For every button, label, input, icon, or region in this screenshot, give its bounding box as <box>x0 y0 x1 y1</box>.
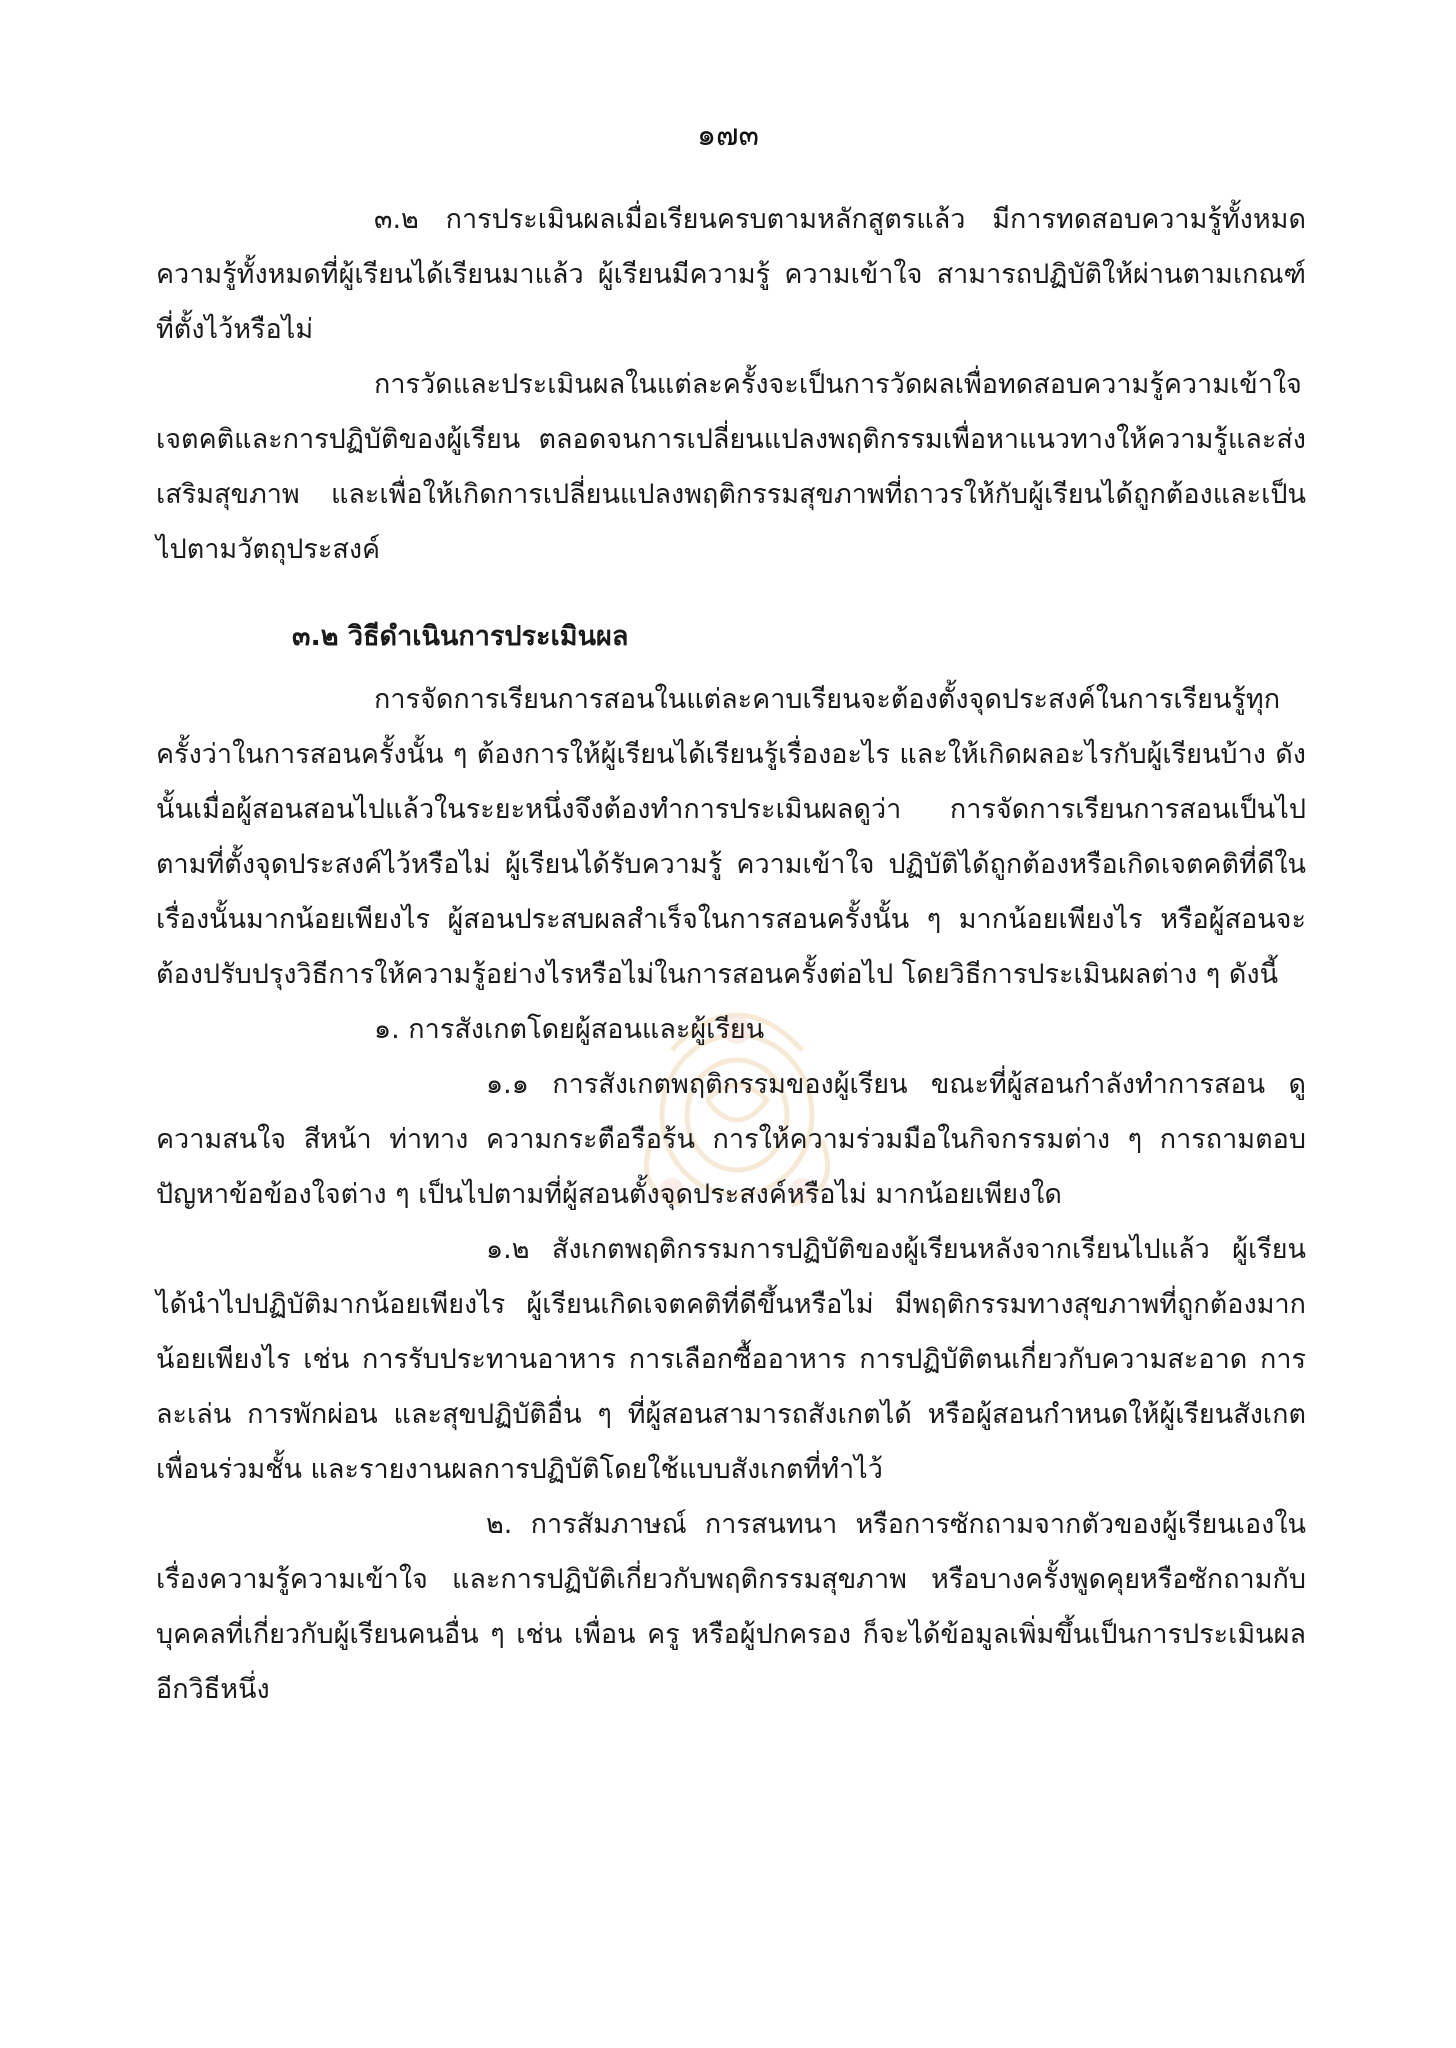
list-item-interview: ๒. การสัมภาษณ์ การสนทนา หรือการซักถามจากตัวของผู้เรียนเองในเรื่องความรู้ความเข้าใจ และการปฏิบัติเกี่ยวกับพฤติกรรมสุขภาพ หรือบางครั้งพูดคุยหรือซักถามกับบุคคลที่เกี่ยวกับผู้เรียนคนอื่น ๆ เช่น เพื่อน ครู หรือผู้ปกครอง ก็จะได้ข้อมูลเพิ่มขึ้นเป็นการประเมินผลอีกวิธีหนึ่ง <box>156 1509 1306 1705</box>
document-body <box>156 192 1306 1717</box>
paragraph-measurement: การวัดและประเมินผลในแต่ละครั้งจะเป็นการวัดผลเพื่อทดสอบความรู้ความเข้าใจเจตคติและการปฏิบัติของผู้เรียน ตลอดจนการเปลี่ยนแปลงพฤติกรรมเพื่อหาแนวทางให้ความรู้และส่งเสริมสุขภาพ และเพื่อให้เกิดการเปลี่ยนแปลงพฤติกรรมสุขภาพที่ถาวรให้กับผู้เรียนได้ถูกต้องและเป็นไปตามวัตถุประสงค์ <box>156 369 1306 565</box>
section-heading: ๓.๒ วิธีดำเนินการประเมินผล <box>292 621 629 652</box>
paragraph-teaching-objectives: การจัดการเรียนการสอนในแต่ละคาบเรียนจะต้องตั้งจุดประสงค์ในการเรียนรู้ทุกครั้งว่าในการสอนครั้งนั้น ๆ ต้องการให้ผู้เรียนได้เรียนรู้เรื่องอะไร และให้เกิดผลอะไรกับผู้เรียนบ้าง ดังนั้นเมื่อผู้สอนสอนไปแล้วในระยะหนึ่งจึงต้องทำการประเมินผลดูว่า การจัดการเรียนการสอนเป็นไปตามที่ตั้งจุดประสงค์ไว้หรือไม่ ผู้เรียนได้รับความรู้ ความเข้าใจ ปฏิบัติได้ถูกต้องหรือเกิดเจตคติที่ดีในเรื่องนั้นมากน้อยเพียงไร ผู้สอนประสบผลสำเร็จในการสอนครั้งนั้น ๆ มากน้อยเพียงไร หรือผู้สอนจะต้องปรับปรุงวิธีการให้ความรู้อย่างไรหรือไม่ในการสอนครั้งต่อไป โดยวิธีการประเมินผลต่าง ๆ ดังนี้ <box>156 684 1306 990</box>
list-item-observation-1-2: ๑.๒ สังเกตพฤติกรรมการปฏิบัติของผู้เรียนหลังจากเรียนไปแล้ว ผู้เรียนได้นำไปปฏิบัติมากน้อยเพียงไร ผู้เรียนเกิดเจตคติที่ดีขึ้นหรือไม่ มีพฤติกรรมทางสุขภาพที่ถูกต้องมากน้อยเพียงไร เช่น การรับประทานอาหาร การเลือกซื้ออาหาร การปฏิบัติตนเกี่ยวกับความสะอาด การละเล่น การพักผ่อน และสุขปฏิบัติอื่น ๆ ที่ผู้สอนสามารถสังเกตได้ หรือผู้สอนกำหนดให้ผู้เรียนสังเกตเพื่อนร่วมชั้น และรายงานผลการปฏิบัติโดยใช้แบบสังเกตที่ทำไว้ <box>156 1234 1306 1485</box>
list-item-observation: ๑. การสังเกตโดยผู้สอนและผู้เรียน <box>374 1014 765 1045</box>
page-number: ๑๗๓ <box>696 118 760 153</box>
paragraph-assessment-after-course: ๓.๒ การประเมินผลเมื่อเรียนครบตามหลักสูตรแล้ว มีการทดสอบความรู้ทั้งหมด ความรู้ทั้งหมดที่ผู้เรียนได้เรียนมาแล้ว ผู้เรียนมีความรู้ ความเข้าใจ สามารถปฏิบัติให้ผ่านตามเกณฑ์ที่ตั้งไว้หรือไม่ <box>156 204 1306 345</box>
list-item-observation-1-1: ๑.๑ การสังเกตพฤติกรรมของผู้เรียน ขณะที่ผู้สอนกำลังทำการสอน ดูความสนใจ สีหน้า ท่าทาง ความกระตือรือร้น การให้ความร่วมมือในกิจกรรมต่าง ๆ การถามตอบปัญหาข้อข้องใจต่าง ๆ เป็นไปตามที่ผู้สอนตั้งจุดประสงค์หรือไม่ มากน้อยเพียงใด <box>156 1069 1306 1210</box>
